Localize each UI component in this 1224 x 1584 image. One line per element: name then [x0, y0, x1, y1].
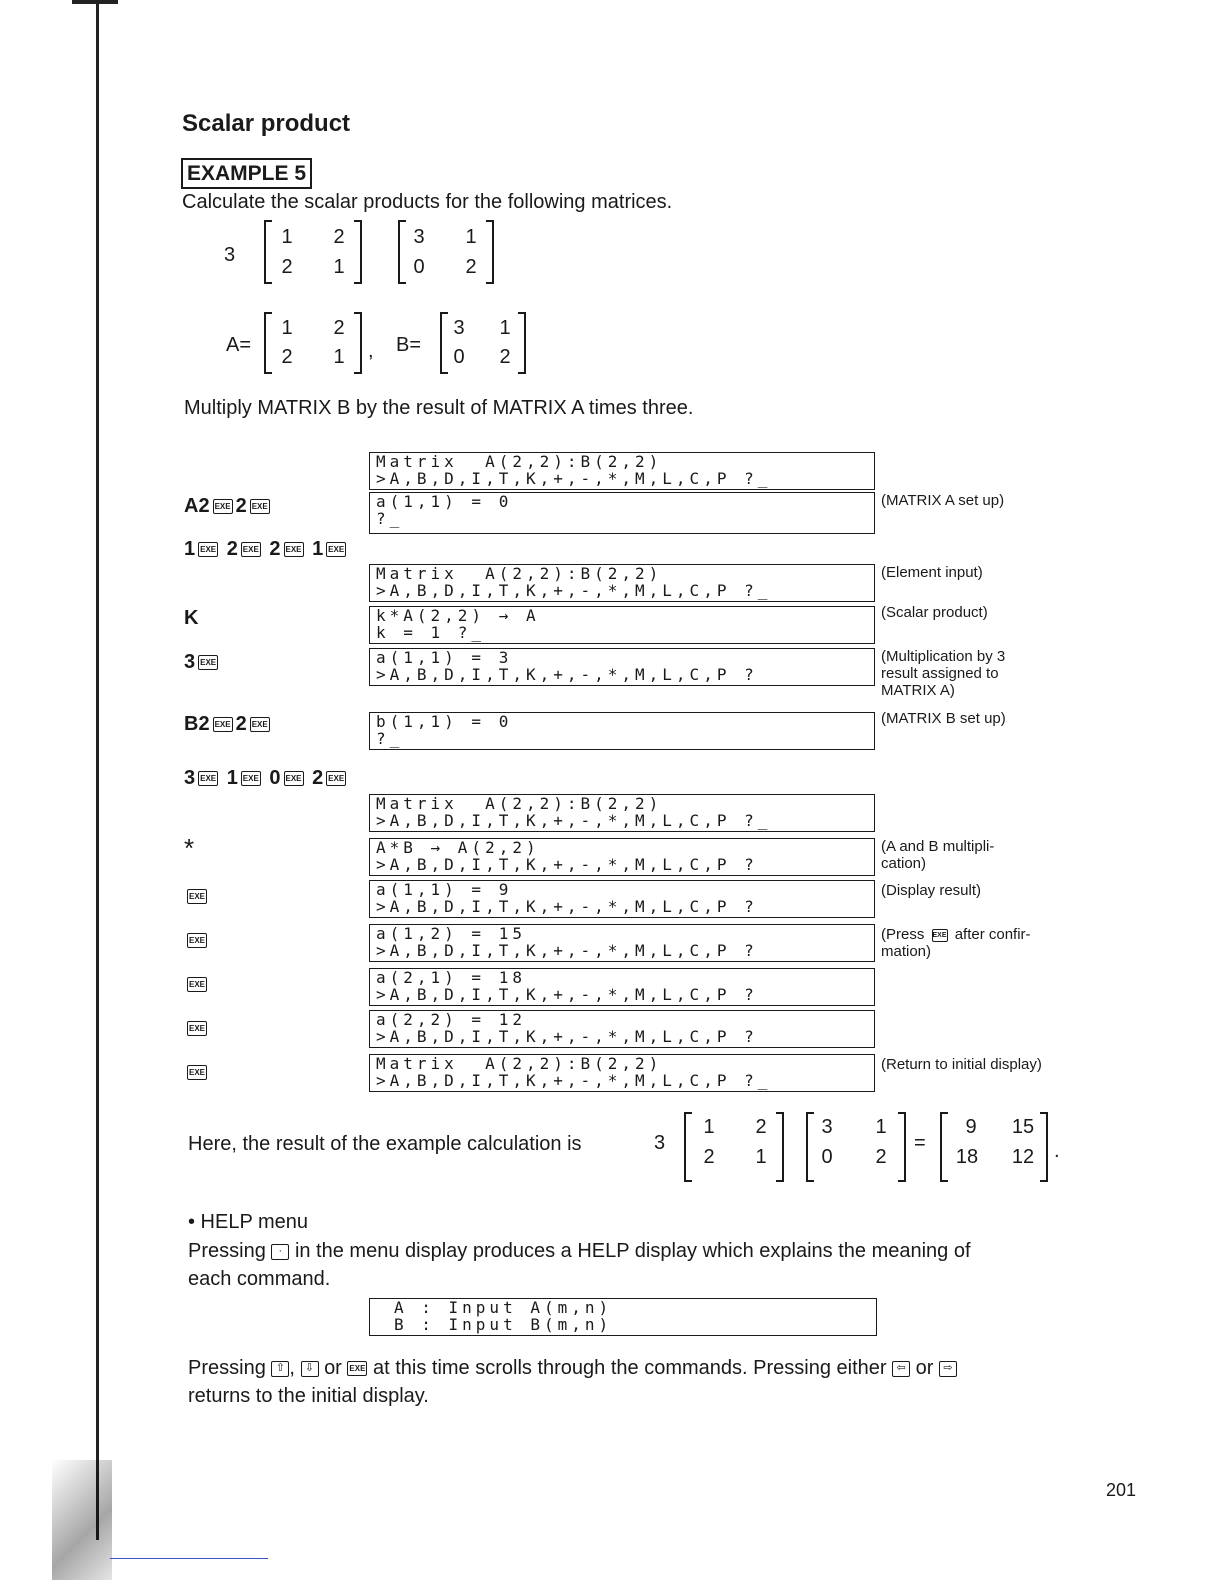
exe-key-icon: EXE [284, 771, 304, 786]
matrix-cell: 2 [333, 226, 345, 248]
matrix-cell: 2 [333, 317, 345, 339]
note-line: cation) [881, 855, 927, 872]
matrix-cell: 18 [955, 1146, 979, 1168]
note-line: MATRIX A) [881, 682, 955, 699]
lcd-screen [369, 838, 875, 876]
lcd-screen [369, 1054, 875, 1092]
lcd-row: >A,B,D,I,T,K,+,-,*,M,L,C,P ? [376, 941, 758, 960]
lcd-row: a(2,1) = 18 [376, 968, 526, 987]
matrix-a-expr [264, 220, 362, 284]
matrix-cell: 0 [453, 346, 465, 368]
period: . [1054, 1140, 1060, 1162]
key-label: 3 [184, 767, 196, 789]
lcd-row: B : Input B(m,n) [394, 1315, 613, 1334]
key-sequence [184, 928, 210, 952]
scroll-text-part: or [324, 1357, 342, 1379]
matrix-cell: 3 [453, 317, 465, 339]
lcd-row: ?_ [376, 729, 404, 748]
key-label: 1 [312, 538, 324, 560]
note: (Element input) [881, 564, 983, 581]
matrix-a-def [264, 312, 362, 374]
exe-key-icon: EXE [241, 771, 261, 786]
lcd-row: Matrix A(2,2):B(2,2) [376, 564, 663, 583]
key-label: 2 [312, 767, 324, 789]
matrix-cell: 2 [281, 256, 293, 278]
key-label: A2 [184, 495, 210, 517]
exe-key-icon: EXE [198, 542, 218, 557]
note: (Scalar product) [881, 604, 988, 621]
lcd-row: A*B → A(2,2) [376, 838, 540, 857]
exe-key-icon: EXE [250, 717, 270, 732]
matrix-cell: 2 [755, 1116, 767, 1138]
lcd-row: b(1,1) = 0 [376, 712, 513, 731]
exe-key-icon: EXE [932, 929, 948, 942]
key-sequence [184, 1060, 210, 1084]
matrix-cell: 1 [465, 226, 477, 248]
instruction-text: Multiply MATRIX B by the result of MATRIX A times three. [184, 397, 694, 419]
result-sentence: Here, the result of the example calculation is [188, 1133, 582, 1155]
lcd-row: Matrix A(2,2):B(2,2) [376, 452, 663, 471]
lcd-row: a(2,2) = 12 [376, 1010, 526, 1029]
lcd-row: a(1,1) = 0 [376, 492, 513, 511]
matrix-cell: 15 [1011, 1116, 1035, 1138]
comma: , [368, 340, 374, 362]
exe-key-icon: EXE [241, 542, 261, 557]
note: (Display result) [881, 882, 982, 899]
matrix-b-def [440, 312, 526, 374]
matrix-cell: 2 [465, 256, 477, 278]
lcd-row: >A,B,D,I,T,K,+,-,*,M,L,C,P ?_ [376, 469, 772, 488]
note [881, 838, 994, 872]
lcd-screen [369, 648, 875, 686]
key-sequence [184, 972, 210, 996]
note-line [881, 926, 1031, 943]
matrix-cell: 1 [281, 226, 293, 248]
key-sequence [184, 766, 349, 790]
lcd-row: Matrix A(2,2):B(2,2) [376, 794, 663, 813]
matrix-b-expr [398, 220, 494, 284]
matrix-cell: 0 [821, 1146, 833, 1168]
matrix-cell: 1 [755, 1146, 767, 1168]
note-line: result assigned to [881, 665, 999, 682]
lcd-screen [369, 492, 875, 534]
result-matrix-b [806, 1112, 906, 1182]
matrix-cell: 3 [413, 226, 425, 248]
key-sequence [184, 884, 210, 908]
matrix-cell: 9 [965, 1116, 977, 1138]
lcd-screen [369, 1010, 875, 1048]
matrix-cell: 2 [281, 346, 293, 368]
exe-key-icon: EXE [284, 542, 304, 557]
scroll-text-part: , [289, 1357, 295, 1379]
right-arrow-key-icon: ⇨ [939, 1361, 957, 1377]
lcd-screen [369, 564, 875, 602]
exe-key-icon: EXE [187, 977, 207, 992]
lcd-row: >A,B,D,I,T,K,+,-,*,M,L,C,P ? [376, 855, 758, 874]
key-sequence [184, 712, 273, 736]
note-text: after confir- [954, 926, 1031, 943]
help-heading: • HELP menu [188, 1211, 309, 1233]
page-number: 201 [1106, 1480, 1137, 1500]
key-sequence [184, 650, 221, 674]
lcd-row: k = 1 ?_ [376, 623, 486, 642]
exe-key-icon: EXE [198, 771, 218, 786]
exe-key-icon: EXE [250, 499, 270, 514]
scalar-label: 3 [224, 244, 236, 266]
matrix-cell: 1 [281, 317, 293, 339]
binding-edge [96, 0, 99, 1540]
label-a: A= [226, 334, 252, 356]
label-b: B= [396, 334, 422, 356]
intro-text: Calculate the scalar products for the following matrices. [182, 191, 673, 213]
exe-key-icon: EXE [326, 542, 346, 557]
lcd-row: k*A(2,2) → A [376, 606, 540, 625]
scroll-text-part: at this time scrolls through the commands. Pressing either [372, 1357, 887, 1379]
matrix-cell: 1 [499, 317, 511, 339]
result-matrix [940, 1112, 1048, 1182]
note-line: mation) [881, 943, 932, 960]
equals-sign: = [914, 1132, 926, 1154]
lcd-row: ?_ [376, 509, 404, 528]
matrix-cell: 1 [875, 1116, 887, 1138]
lcd-row: >A,B,D,I,T,K,+,-,*,M,L,C,P ? [376, 897, 758, 916]
result-scalar: 3 [654, 1132, 666, 1154]
matrix-cell: 12 [1011, 1146, 1035, 1168]
scan-shadow [52, 1460, 112, 1580]
help-text-part: Pressing [188, 1240, 266, 1262]
matrix-cell: 2 [499, 346, 511, 368]
down-arrow-key-icon: ⇩ [301, 1361, 319, 1377]
note [881, 648, 1005, 699]
matrix-cell: 1 [333, 346, 345, 368]
note-line: (Multiplication by 3 [881, 648, 1006, 665]
key-sequence [184, 494, 273, 518]
exe-key-icon: EXE [187, 933, 207, 948]
key-label: 2 [235, 495, 247, 517]
lcd-screen [369, 1298, 877, 1336]
lcd-screen [369, 452, 875, 490]
key-label: 0 [269, 767, 281, 789]
exe-key-icon: EXE [213, 717, 233, 732]
key-sequence [184, 1016, 210, 1040]
help-text [188, 1237, 971, 1265]
matrix-cell: 1 [333, 256, 345, 278]
scroll-text [188, 1354, 957, 1382]
lcd-row: a(1,1) = 9 [376, 880, 513, 899]
scroll-text-part: or [915, 1357, 934, 1379]
multiply-key: * [184, 833, 195, 863]
key-label: 2 [235, 713, 247, 735]
help-text: each command. [188, 1268, 331, 1290]
binding-edge-top [72, 0, 118, 4]
lcd-row: >A,B,D,I,T,K,+,-,*,M,L,C,P ? [376, 1027, 758, 1046]
key-label: 2 [269, 538, 281, 560]
key-sequence [184, 537, 349, 561]
lcd-screen [369, 794, 875, 832]
exe-key-icon: EXE [187, 1021, 207, 1036]
matrix-cell: 2 [875, 1146, 887, 1168]
scroll-text: returns to the initial display. [188, 1385, 429, 1407]
help-text-part: in the menu display produces a HELP display which explains the meaning of [294, 1240, 971, 1262]
key-label: 1 [226, 767, 238, 789]
lcd-row: >A,B,D,I,T,K,+,-,*,M,L,C,P ? [376, 665, 758, 684]
dot-key-icon: · [271, 1244, 289, 1260]
note: (MATRIX A set up) [881, 492, 1005, 509]
lcd-row: A : Input A(m,n) [394, 1298, 613, 1317]
scroll-text-part: Pressing [188, 1357, 266, 1379]
lcd-row: >A,B,D,I,T,K,+,-,*,M,L,C,P ? [376, 985, 758, 1004]
exe-key-icon: EXE [347, 1361, 367, 1376]
lcd-row: a(1,1) = 3 [376, 648, 513, 667]
key-label: 3 [184, 651, 196, 673]
note-text: (Press [881, 926, 925, 943]
lcd-screen [369, 712, 875, 750]
key-label: 2 [226, 538, 238, 560]
matrix-cell: 0 [413, 256, 425, 278]
matrix-cell: 1 [703, 1116, 715, 1138]
exe-key-icon: EXE [187, 889, 207, 904]
matrix-cell: 3 [821, 1116, 833, 1138]
lcd-row: >A,B,D,I,T,K,+,-,*,M,L,C,P ?_ [376, 1071, 772, 1090]
matrix-cell: 2 [703, 1146, 715, 1168]
lcd-row: a(1,2) = 15 [376, 924, 526, 943]
example-label: EXAMPLE 5 [181, 158, 312, 189]
note: (Return to initial display) [881, 1056, 1042, 1073]
page-title: Scalar product [182, 110, 351, 137]
lcd-screen [369, 606, 875, 644]
key-label: 1 [184, 538, 196, 560]
lcd-row: >A,B,D,I,T,K,+,-,*,M,L,C,P ?_ [376, 581, 772, 600]
scan-line [110, 1558, 268, 1559]
lcd-screen [369, 924, 875, 962]
lcd-screen [369, 968, 875, 1006]
lcd-row: >A,B,D,I,T,K,+,-,*,M,L,C,P ?_ [376, 811, 772, 830]
exe-key-icon: EXE [213, 499, 233, 514]
key-label: K [184, 607, 199, 629]
exe-key-icon: EXE [326, 771, 346, 786]
up-arrow-key-icon: ⇧ [271, 1361, 289, 1377]
note: (MATRIX B set up) [881, 710, 1006, 727]
lcd-screen [369, 880, 875, 918]
note [881, 926, 1031, 960]
note-line: (A and B multipli- [881, 838, 995, 855]
result-matrix-a [684, 1112, 784, 1182]
lcd-row: Matrix A(2,2):B(2,2) [376, 1054, 663, 1073]
left-arrow-key-icon: ⇦ [892, 1361, 910, 1377]
exe-key-icon: EXE [198, 655, 218, 670]
key-label: B2 [184, 713, 210, 735]
exe-key-icon: EXE [187, 1065, 207, 1080]
